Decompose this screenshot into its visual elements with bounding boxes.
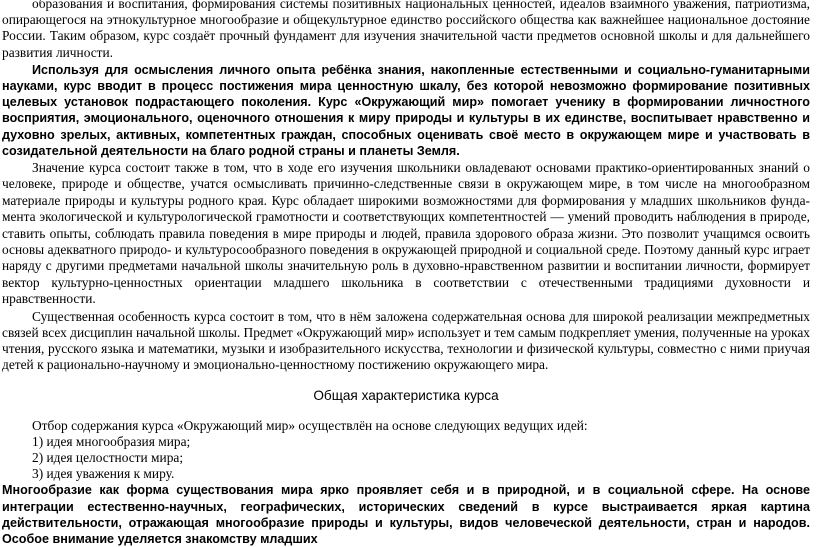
list-item-idea: 1) идея многообразия мира;	[32, 433, 191, 449]
list-item-idea: 2) идея целостности мира;	[32, 449, 184, 465]
list-item-idea: 3) идея уважения к миру.	[32, 466, 175, 482]
paragraph-diversity: Многообразие как форма существования мира ярко проявляет себя и в природной, и в социальной сфере. На основе интеграции естественно-научных, географических, исторических сведений в курсе выстраивается яркая картина действительности, отражающая многообразие природы и культуры, видов человеческой деятельности, стран и народов. Особое внимание уделяется знакомству младших	[2, 483, 810, 546]
paragraph-value-scale: Используя для осмысления личного опыта ребёнка знания, накопленные естественными и социально-гуманитарными науками, курс вводит в процесс постижения мира ценностную шкалу, без которой невозможно формирование позитивных целевых установок подрастающего поколения. Курс «Окружающий мир» помогает ученику в формировании личностного восприятия, эмоционального, оценочного отношения к миру природы и культуры в их единстве, воспитывает нравственно и духовно зрелых, активных, компетентных граждан, способных оценивать своё место в окружающем мире и участвовать в созидательной деятельности на благо родной страны и планеты Земля.	[2, 62, 810, 158]
section-heading: Общая характеристика курса	[313, 387, 499, 403]
paragraph-interdisciplinary: Существенная особенность курса состоит в том, что в нём заложена содержательная основа для широкой реализации межпредметных связей всех дисциплин начальной школы. Предмет «Окружающий мир» использует и тем самым подкрепляет умения, полученные на уроках чтения, русского языка и математики, музыки и изобразительного искусства, технологии и физической культуры, совместно с ними приучая детей к рационально-научному и эмоционально-ценностному постижению окружающего мира.	[2, 308, 810, 373]
section-intro: Отбор содержания курса «Окружающий мир» осуществлён на основе следующих ведущих идей:	[32, 417, 588, 433]
paragraph-values-education: образования и воспитания, формирования системы позитивных национальных ценностей, идеалов взаимного уважения, патриотизма, опирающегося на этнокультурное многообразие и общекультурное единство российского общества как важнейшее национальное достояние России. Таким образом, курс создаёт прочный фундамент для изучения значительной части предметов основной школы и для дальнейшего развития личности.	[2, 0, 810, 60]
paragraph-course-significance: Значение курса состоит также в том, что в ходе его изучения школьники овладевают основами практико-ориентированных знаний о человеке, природе и обществе, учатся осмысливать причинно-следственные связи в окружающем мире, в том числе на многообразном материале природы и культуры родного края. Курс обладает широкими возможностями для формирования у младших школьников фунда-мента экологической и культурологической грамотности и соответствующих компетентностей — умений проводить наблюдения в природе, ставить опыты, соблюдать правила поведения в мире природы и людей, правила здорового образа жизни. Это позволит учащимся освоить основы адекватного природо- и культуросообразного поведения в окружающей природной и социальной среде. Поэтому данный курс играет наряду с другими предметами начальной школы значительную роль в духовно-нравственном развитии и воспитании личности, формирует вектор культурно-ценностных ориентации младшего школьника в соответствии с отечественными традициями духовности и нравственности.	[2, 160, 810, 307]
